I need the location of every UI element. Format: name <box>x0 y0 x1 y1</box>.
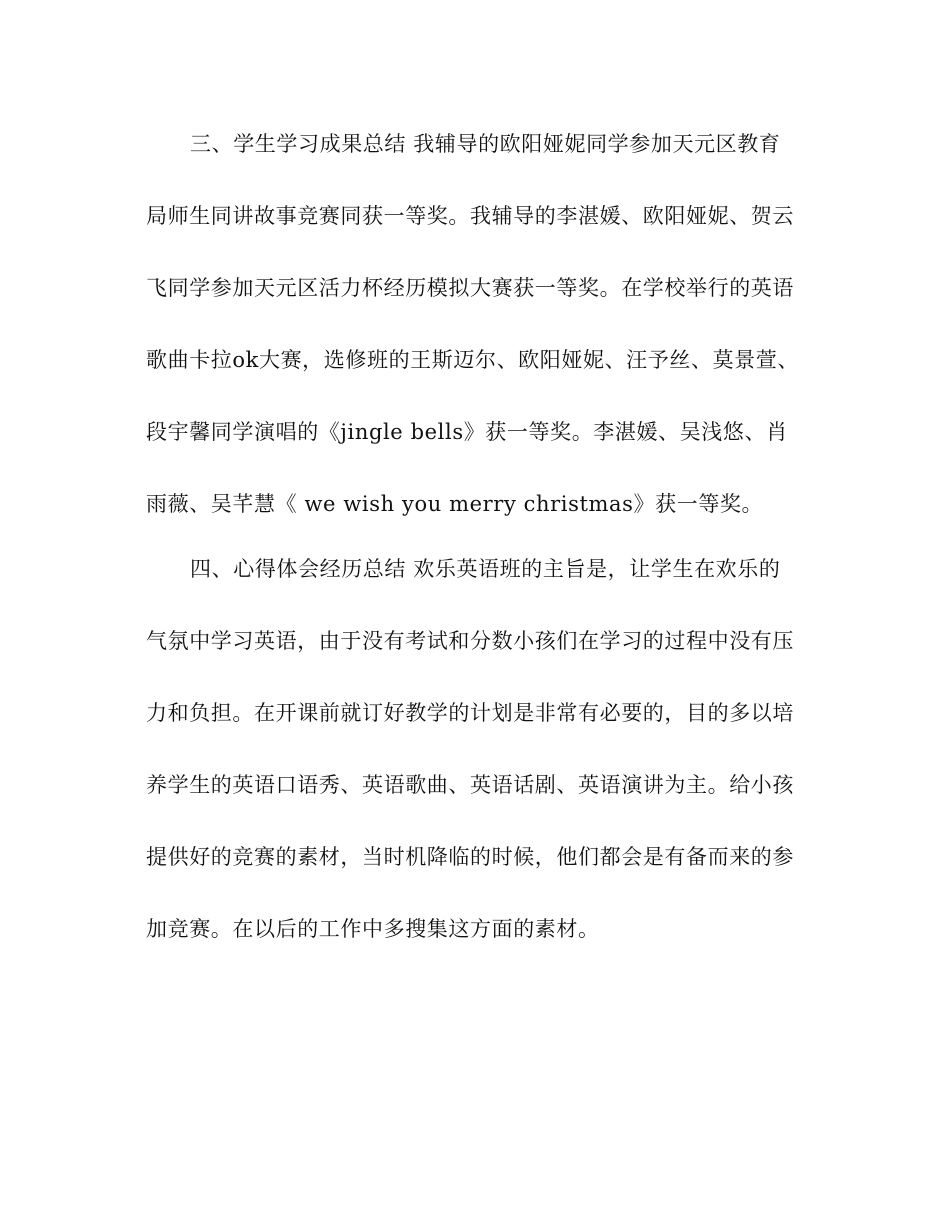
paragraph-line: 雨薇、吴芊慧《 we wish you merry christmas》获一等奖。 <box>146 492 764 516</box>
paragraph-line: 三、学生学习成果总结 我辅导的欧阳娅妮同学参加天元区教育 <box>190 132 781 156</box>
paragraph-line: 段宇馨同学演唱的《jingle bells》获一等奖。李湛媛、吴浅悠、肖 <box>146 420 788 444</box>
paragraph-line: 气氛中学习英语，由于没有考试和分数小孩们在学习的过程中没有压 <box>146 629 794 653</box>
paragraph-line: 飞同学参加天元区活力杯经历模拟大赛获一等奖。在学校举行的英语 <box>146 276 794 300</box>
paragraph-line: 提供好的竞赛的素材，当时机降临的时候，他们都会是有备而来的参 <box>146 845 794 869</box>
paragraph-line: 四、心得体会经历总结 欢乐英语班的主旨是，让学生在欢乐的 <box>190 557 781 581</box>
paragraph-line: 养学生的英语口语秀、英语歌曲、英语话剧、英语演讲为主。给小孩 <box>146 773 794 797</box>
paragraph-line: 加竞赛。在以后的工作中多搜集这方面的素材。 <box>146 917 600 941</box>
paragraph-line: 局师生同讲故事竞赛同获一等奖。我辅导的李湛媛、欧阳娅妮、贺云 <box>146 204 794 228</box>
paragraph-line: 力和负担。在开课前就订好教学的计划是非常有必要的，目的多以培 <box>146 701 794 725</box>
paragraph-line: 歌曲卡拉ok大赛，选修班的王斯迈尔、欧阳娅妮、汪予丝、莫景萱、 <box>146 348 799 372</box>
